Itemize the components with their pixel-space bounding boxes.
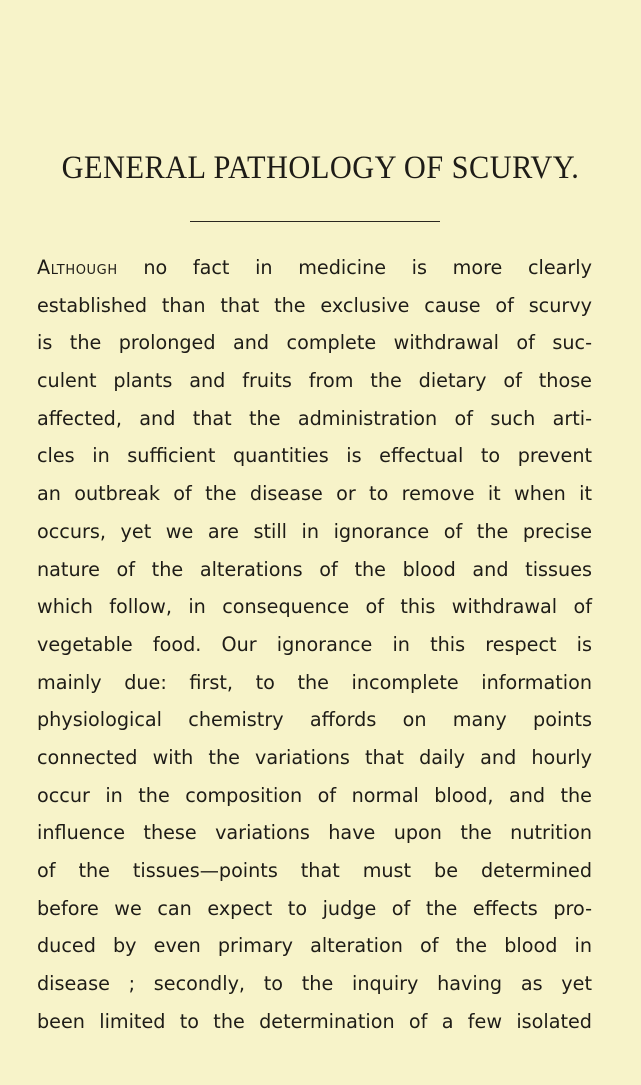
text-line-3: is the prolonged and complete withdrawal of suc- [37, 331, 592, 355]
body-paragraph [37, 249, 592, 1040]
chapter-title: GENERAL PATHOLOGY OF SCURVY. [61, 150, 580, 186]
lead-word: Although [37, 256, 118, 279]
text-line-6: cles in sufficient quantities is effectual to prevent [37, 444, 592, 468]
text-line-1 [37, 249, 592, 287]
text-line-11: vegetable food. Our ignorance in this respect is [37, 632, 592, 656]
text-line-8: occurs, yet we are still in ignorance of the precise [37, 519, 592, 543]
title-rule [190, 221, 440, 222]
text-line-1-rest: no fact in medicine is more clearly [117, 256, 592, 279]
text-line-2: established than that the exclusive cause of scurvy [37, 293, 592, 317]
text-line-4: culent plants and fruits from the dietary of those [37, 369, 592, 393]
text-line-17: of the tissues—points that must be determined [37, 859, 592, 882]
text-line-21: been limited to the determination of a few isolated [37, 1009, 592, 1033]
text-line-19: duced by even primary alteration of the blood in [37, 934, 592, 958]
text-line-7: an outbreak of the disease or to remove it when it [37, 482, 592, 506]
text-line-14: connected with the variations that daily and hourly [37, 745, 592, 769]
text-line-12: mainly due: first, to the incomplete information [37, 670, 592, 694]
text-line-16: influence these variations have upon the nutrition [37, 821, 592, 845]
text-line-20: disease ; secondly, to the inquiry having as yet [37, 972, 592, 996]
text-line-9: nature of the alterations of the blood and tissues [37, 557, 592, 581]
text-line-13: physiological chemistry affords on many points [37, 708, 592, 732]
text-line-5: affected, and that the administration of such arti- [37, 406, 592, 430]
text-line-10: which follow, in consequence of this withdrawal of [37, 595, 592, 619]
text-line-15: occur in the composition of normal blood, and the [37, 783, 592, 807]
text-line-18: before we can expect to judge of the effects pro- [37, 896, 592, 920]
